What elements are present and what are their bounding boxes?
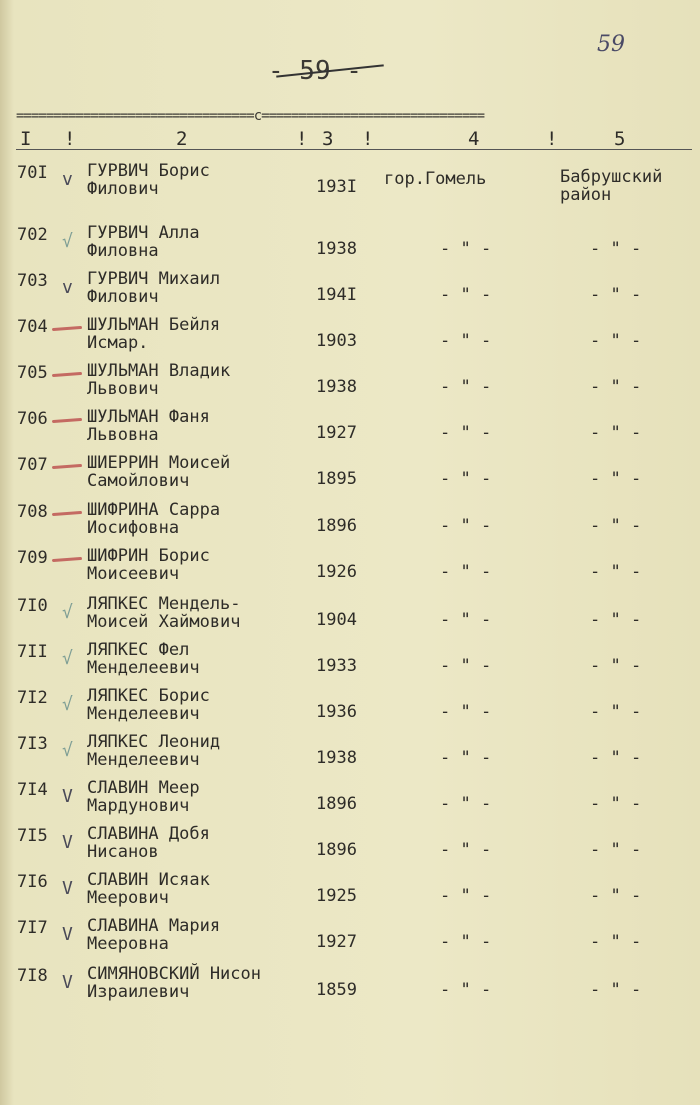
ditto-district: - " - [590, 702, 642, 722]
check-mark-icon: √ [62, 694, 73, 715]
row-number: 702 [17, 225, 48, 245]
col-sep-3: ! [362, 128, 374, 150]
birth-year: 194I [316, 285, 357, 305]
person-name: ЛЯПКЕС Фел [87, 640, 190, 660]
birth-year: 1896 [316, 794, 357, 814]
person-name: СИМЯНОВСКИЙ Нисон [87, 964, 261, 984]
ditto-place: - " - [440, 702, 492, 722]
person-name: ГУРВИЧ Михаил [87, 269, 221, 289]
row-number: 704 [17, 317, 48, 337]
ditto-district: - " - [590, 980, 642, 1000]
person-patronymic: Иосифовна [87, 518, 180, 538]
row-number: 703 [17, 271, 48, 291]
col-sep-1: ! [64, 128, 76, 150]
ditto-place: - " - [440, 285, 492, 305]
check-mark-icon: V [62, 972, 73, 993]
person-name: ЛЯПКЕС Мендель- [87, 594, 241, 614]
row-number: 705 [17, 363, 48, 383]
ditto-place: - " - [440, 980, 492, 1000]
ditto-district: - " - [590, 285, 642, 305]
row-number: 7I3 [17, 734, 48, 754]
row-number: 708 [17, 502, 48, 522]
place-of-residence: гор.Гомель [384, 169, 487, 189]
person-name: ШУЛЬМАН Бейля [87, 315, 221, 335]
birth-year: 1933 [316, 656, 357, 676]
birth-year: 1896 [316, 516, 357, 536]
row-number: 7I8 [17, 966, 48, 986]
header-separator: ================================с============================== [16, 108, 485, 124]
col-sep-2: ! [296, 128, 308, 150]
ditto-district: - " - [590, 469, 642, 489]
person-patronymic: Мееровна [87, 934, 169, 954]
row-number: 706 [17, 409, 48, 429]
table-row [0, 780, 700, 826]
birth-year: 1904 [316, 610, 357, 630]
col-header-1: I [20, 128, 32, 150]
person-name: ШИФРИНА Сарра [87, 500, 221, 520]
person-name: ШУЛЬМАН Владик [87, 361, 231, 381]
ditto-place: - " - [440, 423, 492, 443]
birth-year: 1859 [316, 980, 357, 1000]
col-header-2: 2 [176, 128, 188, 150]
table-row [0, 225, 700, 271]
ditto-place: - " - [440, 886, 492, 906]
check-mark-icon: √ [62, 231, 73, 252]
column-headers [0, 128, 700, 150]
birth-year: 1938 [316, 239, 357, 259]
person-patronymic: Самойлович [87, 471, 190, 491]
person-patronymic: Филович [87, 179, 159, 199]
check-mark-icon: √ [62, 740, 73, 761]
birth-year: 1938 [316, 377, 357, 397]
row-number: 7I7 [17, 918, 48, 938]
table-row [0, 455, 700, 501]
col-header-3: 3 [322, 128, 334, 150]
table-row [0, 872, 700, 918]
person-patronymic: Моисеевич [87, 564, 180, 584]
person-name: ГУРВИЧ Алла [87, 223, 200, 243]
table-row [0, 688, 700, 734]
person-patronymic: Филовна [87, 241, 159, 261]
col-header-4: 4 [468, 128, 480, 150]
person-patronymic: Исмар. [87, 333, 149, 353]
red-dash-mark [52, 511, 82, 516]
typed-page-number [268, 56, 362, 86]
table-row [0, 642, 700, 688]
typed-page-number-text: - 59 - [268, 56, 362, 86]
table-row [0, 317, 700, 363]
birth-year: 1895 [316, 469, 357, 489]
table-row [0, 918, 700, 964]
red-dash-mark [52, 326, 82, 331]
row-number: 7I2 [17, 688, 48, 708]
person-name: ГУРВИЧ Борис [87, 161, 210, 181]
row-number: 70I [17, 163, 48, 183]
ditto-district: - " - [590, 840, 642, 860]
row-number: 7I6 [17, 872, 48, 892]
ditto-district: - " - [590, 516, 642, 536]
ditto-place: - " - [440, 748, 492, 768]
district-label: район [560, 185, 612, 205]
row-number: 7II [17, 642, 48, 662]
table-row [0, 163, 700, 209]
ditto-place: - " - [440, 656, 492, 676]
birth-year: 1936 [316, 702, 357, 722]
person-patronymic: Менделеевич [87, 750, 200, 770]
check-mark-icon: V [62, 786, 73, 807]
check-mark-icon: V [62, 924, 73, 945]
table-row [0, 826, 700, 872]
check-mark-icon: V [62, 832, 73, 853]
birth-year: 1927 [316, 932, 357, 952]
birth-year: 1927 [316, 423, 357, 443]
check-mark-icon: √ [62, 648, 73, 669]
table-row [0, 502, 700, 548]
ditto-place: - " - [440, 610, 492, 630]
table-row [0, 966, 700, 1012]
ditto-place: - " - [440, 932, 492, 952]
col-sep-4: ! [546, 128, 558, 150]
table-row [0, 734, 700, 780]
table-row [0, 596, 700, 642]
person-patronymic: Израилевич [87, 982, 190, 1002]
ditto-place: - " - [440, 840, 492, 860]
red-dash-mark [52, 464, 82, 469]
ditto-district: - " - [590, 748, 642, 768]
ditto-district: - " - [590, 377, 642, 397]
person-patronymic: Моисей Хаймович [87, 612, 241, 632]
check-mark-icon: v [62, 277, 73, 298]
ditto-district: - " - [590, 886, 642, 906]
person-patronymic: Мардунович [87, 796, 190, 816]
birth-year: 1938 [316, 748, 357, 768]
person-name: СЛАВИН Исяак [87, 870, 210, 890]
row-number: 7I4 [17, 780, 48, 800]
person-name: ШИЕРРИН Моисей [87, 453, 231, 473]
table-row [0, 548, 700, 594]
birth-year: 1903 [316, 331, 357, 351]
person-name: ШИФРИН Борис [87, 546, 210, 566]
ditto-district: - " - [590, 932, 642, 952]
person-patronymic: Львович [87, 379, 159, 399]
birth-year: 1926 [316, 562, 357, 582]
ditto-district: - " - [590, 423, 642, 443]
row-number: 709 [17, 548, 48, 568]
district-name: Бабрушский [560, 167, 663, 187]
birth-year: 1896 [316, 840, 357, 860]
person-patronymic: Нисанов [87, 842, 159, 862]
row-number: 707 [17, 455, 48, 475]
person-name: ЛЯПКЕС Леонид [87, 732, 221, 752]
person-patronymic: Львовна [87, 425, 159, 445]
ditto-district: - " - [590, 610, 642, 630]
ditto-place: - " - [440, 562, 492, 582]
ditto-place: - " - [440, 794, 492, 814]
handwritten-page-number: 59 [597, 32, 625, 57]
ditto-district: - " - [590, 239, 642, 259]
person-patronymic: Менделеевич [87, 658, 200, 678]
table-row [0, 363, 700, 409]
red-dash-mark [52, 418, 82, 423]
table-row [0, 271, 700, 317]
header-rule [16, 149, 692, 150]
red-dash-mark [52, 557, 82, 562]
ditto-district: - " - [590, 562, 642, 582]
ditto-place: - " - [440, 516, 492, 536]
person-name: ШУЛЬМАН Фаня [87, 407, 210, 427]
col-header-5: 5 [614, 128, 626, 150]
person-name: ЛЯПКЕС Борис [87, 686, 210, 706]
ditto-place: - " - [440, 469, 492, 489]
person-patronymic: Филович [87, 287, 159, 307]
ditto-district: - " - [590, 656, 642, 676]
birth-year: 1925 [316, 886, 357, 906]
person-name: СЛАВИНА Добя [87, 824, 210, 844]
ditto-district: - " - [590, 331, 642, 351]
person-name: СЛАВИНА Мария [87, 916, 221, 936]
birth-year: 193I [316, 177, 357, 197]
row-number: 7I5 [17, 826, 48, 846]
person-name: СЛАВИН Меер [87, 778, 200, 798]
ditto-place: - " - [440, 377, 492, 397]
red-dash-mark [52, 372, 82, 377]
person-patronymic: Меерович [87, 888, 169, 908]
ditto-district: - " - [590, 794, 642, 814]
check-mark-icon: √ [62, 602, 73, 623]
table-row [0, 409, 700, 455]
check-mark-icon: V [62, 878, 73, 899]
ditto-place: - " - [440, 239, 492, 259]
row-number: 7I0 [17, 596, 48, 616]
ditto-place: - " - [440, 331, 492, 351]
person-patronymic: Менделеевич [87, 704, 200, 724]
check-mark-icon: v [62, 169, 73, 190]
